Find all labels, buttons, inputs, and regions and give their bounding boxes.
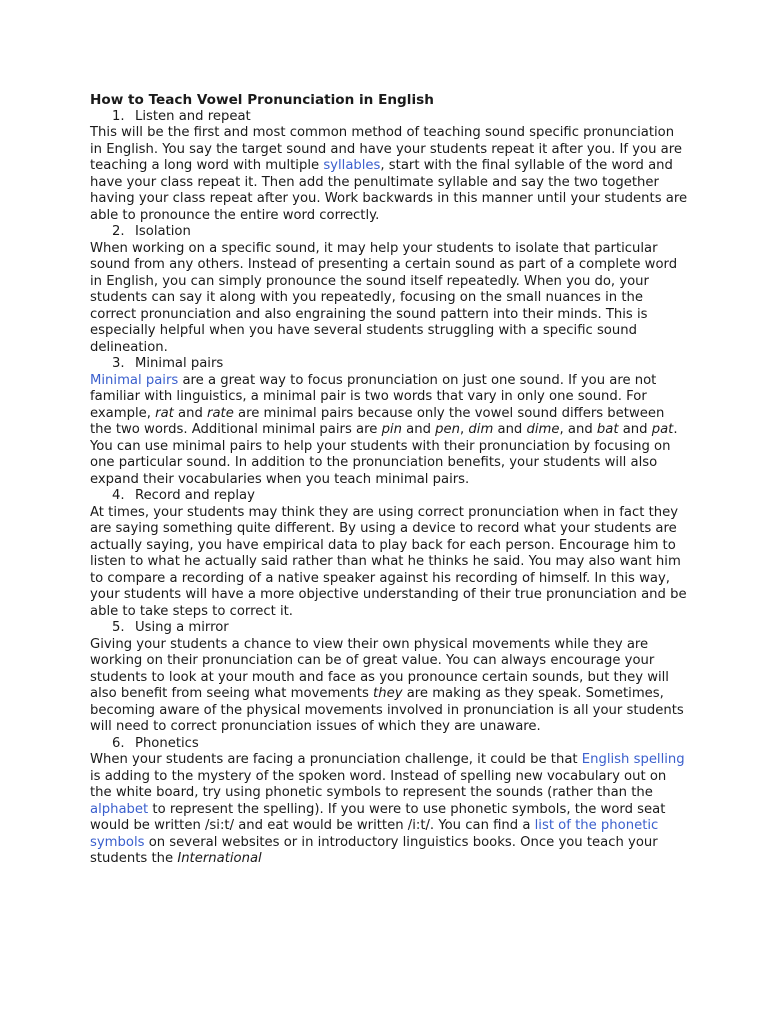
heading-text: Isolation [135,224,191,239]
paragraph-text: and [401,422,436,437]
paragraph-text: on several websites or in introductory linguistics books. Once you teach your students the [90,834,658,866]
paragraph-text: , start with the final syllable of the word and have your class repeat it. Then add the penultimate syllable and say the two together having your class repeat after you. Work backwards in this manner until your students are able to pronounce the entire word correctly. [90,158,688,223]
paragraph-minimal-pairs [90,373,690,489]
section-heading-isolation [90,224,690,241]
link-alphabet[interactable]: alphabet [90,801,149,817]
link-syllables[interactable]: syllables [323,158,381,173]
paragraph-text: . You can use minimal pairs to help your students with their pronunciation by focusing on one particular sound. In addition to the pronunciation benefits, your students will also expand their vocabularies when you teach minimal pairs. [90,422,678,487]
list-number: 1. [112,108,125,124]
section-heading-phonetics [90,736,690,753]
heading-text: Minimal pairs [135,356,224,371]
list-number: 5. [112,620,125,635]
paragraph-text: and [173,405,208,421]
list-number: 3. [112,356,125,371]
paragraph-listen-repeat [90,125,690,224]
section-heading-minimal-pairs [90,356,690,373]
paragraph-text: , [460,422,469,437]
paragraph-using-mirror [90,637,690,736]
example-word: dim [468,422,494,437]
heading-text: Using a mirror [135,620,229,635]
heading-text: Listen and repeat [135,108,251,124]
heading-text: Phonetics [135,735,199,751]
paragraph-text: is adding to the mystery of the spoken word. Instead of spelling new vocabulary out on the white board, try using phonetic symbols to represent the sounds (rather than the [90,768,667,800]
paragraph-text: When your students are facing a pronunciation challenge, it could be that [90,752,582,767]
example-word: pin [381,422,402,437]
paragraph-text: and [618,422,652,437]
emphasis-word: they [373,686,403,701]
list-number: 2. [112,224,125,239]
list-number: 6. [112,735,125,751]
paragraph-isolation: When working on a specific sound, it may help your students to isolate that particular sound from any others. Instead of presenting a certain sound as part of a complete word in English, you can simply pronounce the sound itself repeatedly. When you do, your students can say it along with you repeatedly, focusing on the small nuances in the correct pronunciation and also engraining the sound pattern into their minds. This is especially helpful when you have several students struggling with a specific sound delineation. [90,240,678,355]
paragraph-text: This will be the first and most common method of teaching sound specific pronunciation in English. You say the target sound and have your students repeat it after you. If you are teaching a long word with multiple [90,125,682,173]
example-word: pat [651,422,674,437]
example-word: rat [155,405,174,421]
paragraph-text: are a great way to focus pronunciation on just one sound. If you are not familiar with linguistics, a minimal pair is two words that vary in only one sound. For example, [90,372,657,421]
emphasis-word: International [177,851,262,866]
example-word: rate [207,405,234,421]
link-english-spelling[interactable]: English spelling [581,752,685,767]
link-minimal-pairs[interactable]: Minimal pairs [90,372,179,388]
heading-text: Record and replay [135,488,255,503]
paragraph-text: , and [559,422,597,437]
link-phonetic-symbols[interactable]: list of the phonetic symbols [90,818,659,850]
document-page [90,92,690,868]
document-title: How to Teach Vowel Pronunciation in English [90,92,434,108]
paragraph-text: are making as they speak. Sometimes, becoming aware of the physical movements involved in pronunciation is all your students will need to correct pronunciation issues of which they are unaware. [90,686,684,734]
paragraph-text: and [493,422,527,437]
section-heading-listen-repeat [90,109,690,126]
list-number: 4. [112,488,125,503]
example-word: dime [526,422,560,437]
paragraph-text: Giving your students a chance to view their own physical movements while they are working on their pronunciation can be of great value. You can always encourage your students to look at your mouth and face as you pronounce certain sounds, but they will also benefit from seeing what movements [90,636,669,701]
paragraph-text: are minimal pairs because only the vowel sound differs between the two words. Additional minimal pairs are [90,405,665,437]
section-heading-record-replay [90,488,690,505]
example-word: bat [596,422,619,437]
section-heading-using-mirror [90,620,690,637]
paragraph-record-replay: At times, your students may think they are using correct pronunciation when in fact they are saying something quite different. By using a device to record what your students are actually saying, you have empirical data to play back for each person. Encourage him to listen to what he actually said rather than what he thinks he said. You may also want him to compare a recording of a native speaker against his recording of himself. In this way, your students will have a more objective understanding of their true pronunciation and be able to take steps to correct it. [90,504,687,619]
example-word: pen [435,422,461,437]
paragraph-phonetics [90,752,690,868]
paragraph-text: to represent the spelling). If you were to use phonetic symbols, the word seat would be written /si:t/ and eat would be written /i:t/. You can find a [90,801,666,833]
